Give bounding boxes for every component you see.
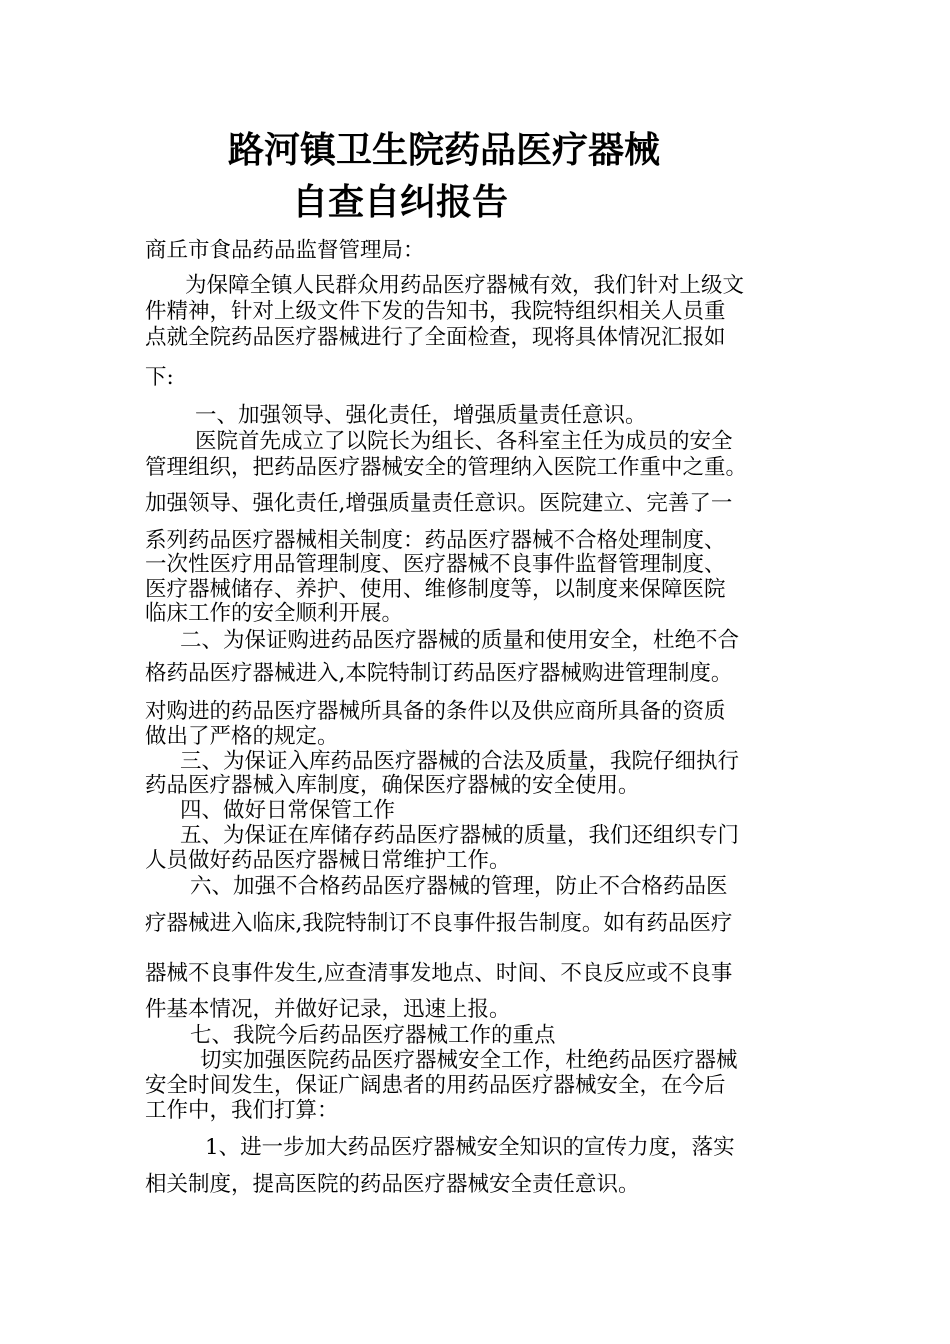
text-line: 格药品医疗器械进入,本院特制订药品医疗器械购进管理制度。 (145, 661, 733, 686)
text-line: 医疗器械储存、养护、使用、维修制度等，以制度来保障医院 (145, 577, 726, 602)
text-line: 加强领导、强化责任,增强质量责任意识。医院建立、完善了一 (145, 491, 733, 516)
text-line: 为保障全镇人民群众用药品医疗器械有效，我们针对上级文 (185, 273, 745, 298)
document-title-line-2: 自查自纠报告 (292, 181, 509, 223)
addressee: 商丘市食品药品监督管理局： (145, 238, 425, 263)
text-line: 人员做好药品医疗器械日常维护工作。 (145, 848, 511, 873)
text-line: 件精神，针对上级文件下发的告知书，我院特组织相关人员重 (145, 299, 726, 324)
text-line: 管理组织，把药品医疗器械安全的管理纳入医院工作重中之重。 (145, 455, 748, 480)
section-heading-7: 七、我院今后药品医疗器械工作的重点 (190, 1023, 556, 1048)
text-line: 医院首先成立了以院长为组长、各科室主任为成员的安全 (195, 429, 733, 454)
text-line: 对购进的药品医疗器械所具备的条件以及供应商所具备的资质 (145, 699, 726, 724)
section-heading-5: 五、为保证在库储存药品医疗器械的质量，我们还组织专门 (180, 823, 740, 848)
text-line: 点就全院药品医疗器械进行了全面检查，现将具体情况汇报如 (145, 325, 726, 350)
text-line: 一次性医疗用品管理制度、医疗器械不良事件监督管理制度、 (145, 552, 726, 577)
section-heading-3: 三、为保证入库药品医疗器械的合法及质量，我院仔细执行 (180, 749, 740, 774)
section-heading-1: 一、加强领导、强化责任，增强质量责任意识。 (195, 403, 647, 428)
text-line: 疗器械进入临床,我院特制订不良事件报告制度。如有药品医疗 (145, 911, 733, 936)
text-line: 系列药品医疗器械相关制度：药品医疗器械不合格处理制度、 (145, 528, 726, 553)
section-heading-6: 六、加强不合格药品医疗器械的管理，防止不合格药品医 (190, 874, 728, 899)
text-line: 工作中，我们打算： (145, 1098, 339, 1123)
text-line: 切实加强医院药品医疗器械安全工作，杜绝药品医疗器械 (200, 1048, 738, 1073)
text-line: 下: (145, 365, 174, 390)
document-title-line-1: 路河镇卫生院药品医疗器械 (228, 129, 661, 171)
text-line: 做出了严格的规定。 (145, 724, 339, 749)
text-line: 临床工作的安全顺利开展。 (145, 601, 404, 626)
section-heading-4: 四、做好日常保管工作 (180, 798, 396, 823)
list-item: 1、进一步加大药品医疗器械安全知识的宣传力度，落实 (205, 1135, 735, 1160)
text-line: 药品医疗器械入库制度，确保医疗器械的安全使用。 (145, 773, 640, 798)
text-line: 相关制度，提高医院的药品医疗器械安全责任意识。 (145, 1172, 640, 1197)
text-line: 安全时间发生，保证广阔患者的用药品医疗器械安全，在今后 (145, 1073, 726, 1098)
section-heading-2: 二、为保证购进药品医疗器械的质量和使用安全，杜绝不合 (180, 628, 740, 653)
text-line: 件基本情况，并做好记录，迅速上报。 (145, 997, 511, 1022)
text-line: 器械不良事件发生,应查清事发地点、时间、不良反应或不良事 (145, 961, 733, 986)
